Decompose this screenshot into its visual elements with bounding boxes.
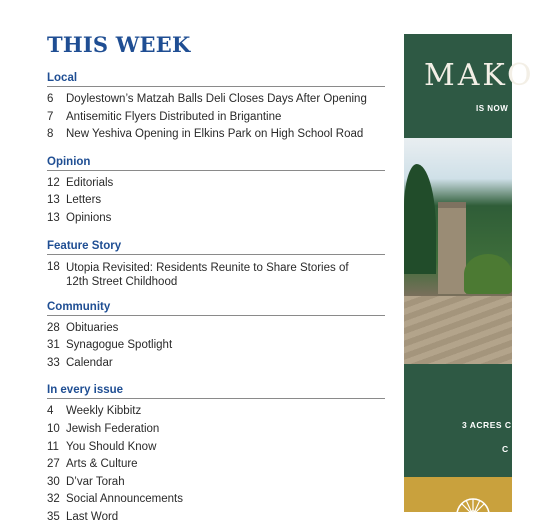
toc-entry[interactable] xyxy=(47,91,385,109)
toc-entry[interactable] xyxy=(47,474,385,492)
toc-entry[interactable] xyxy=(47,192,385,210)
page-number: 12 xyxy=(47,176,60,189)
page-number: 7 xyxy=(47,110,54,123)
advertisement[interactable] xyxy=(404,34,535,512)
section-community xyxy=(47,301,385,373)
toc-entry[interactable] xyxy=(47,126,385,144)
table-of-contents xyxy=(47,30,385,527)
entry-title: Antisemitic Flyers Distributed in Brigantine xyxy=(66,110,282,123)
toc-entry[interactable] xyxy=(47,109,385,127)
entry-title: Calendar xyxy=(66,356,113,369)
page-number: 11 xyxy=(47,440,59,453)
entry-title: Letters xyxy=(66,194,102,207)
entry-title: Synagogue Spotlight xyxy=(66,339,173,352)
toc-entry[interactable] xyxy=(47,259,385,289)
ad-photo-paving xyxy=(404,296,512,364)
ad-brand-name: MAKO xyxy=(424,58,535,93)
section-heading: In every issue xyxy=(47,384,385,399)
section-heading: Community xyxy=(47,301,385,316)
toc-entry[interactable] xyxy=(47,491,385,509)
entry-title: Doylestown’s Matzah Balls Deli Closes Days After Opening xyxy=(66,93,367,105)
section-feature-story xyxy=(47,240,385,289)
toc-entry[interactable] xyxy=(47,439,385,457)
section-heading: Local xyxy=(47,72,385,87)
entry-title xyxy=(66,259,385,289)
section-in-every-issue xyxy=(47,384,385,526)
toc-entry[interactable] xyxy=(47,355,385,373)
entry-title: New Yeshiva Opening in Elkins Park on High School Road xyxy=(66,128,364,141)
page-number: 13 xyxy=(47,211,60,224)
toc-entry[interactable] xyxy=(47,320,385,338)
page-number: 35 xyxy=(47,510,60,523)
toc-entry[interactable] xyxy=(47,175,385,193)
section-opinion xyxy=(47,156,385,228)
page-number: 4 xyxy=(47,405,54,418)
entry-title: Opinions xyxy=(66,211,112,224)
page-title: THIS WEEK xyxy=(47,32,191,57)
ad-photo-stone-pillar xyxy=(438,202,466,294)
entry-title-line: 12th Street Childhood xyxy=(66,275,178,288)
sunburst-logo-icon xyxy=(452,494,494,530)
ad-text-fragment: C xyxy=(502,444,509,454)
section-heading: Feature Story xyxy=(47,240,385,255)
entry-title-line: Utopia Revisited: Residents Reunite to Share Stories of xyxy=(66,261,349,274)
entry-title: Social Announcements xyxy=(66,493,183,506)
entry-title: Obituaries xyxy=(66,321,119,334)
page-number: 32 xyxy=(47,493,60,506)
ad-photo-shrub xyxy=(464,254,512,294)
toc-entry[interactable] xyxy=(47,337,385,355)
entry-title: Last Word xyxy=(66,510,119,523)
toc-entry[interactable] xyxy=(47,421,385,439)
entry-title: You Should Know xyxy=(66,440,157,453)
toc-entry[interactable] xyxy=(47,509,385,527)
page-number: 8 xyxy=(47,128,54,141)
entry-title: Weekly Kibbitz xyxy=(66,405,142,418)
page-number: 31 xyxy=(47,339,60,352)
page-number: 27 xyxy=(47,458,60,471)
section-heading: Opinion xyxy=(47,156,385,171)
page-number: 18 xyxy=(47,260,60,273)
entry-title: Editorials xyxy=(66,176,114,189)
page-number: 10 xyxy=(47,422,60,435)
ad-acres-text: 3 ACRES C xyxy=(462,420,512,430)
entry-title: D’var Torah xyxy=(66,475,125,488)
page-number: 13 xyxy=(47,194,60,207)
toc-entry[interactable] xyxy=(47,403,385,421)
section-local xyxy=(47,72,385,144)
page-number: 33 xyxy=(47,356,60,369)
toc-entry[interactable] xyxy=(47,456,385,474)
page-number: 28 xyxy=(47,321,60,334)
entry-title: Arts & Culture xyxy=(66,458,138,471)
page-number: 6 xyxy=(47,93,54,105)
toc-entry[interactable] xyxy=(47,210,385,228)
entry-title: Jewish Federation xyxy=(66,422,160,435)
page-number: 30 xyxy=(47,475,60,488)
ad-subline: IS NOW xyxy=(476,104,509,113)
